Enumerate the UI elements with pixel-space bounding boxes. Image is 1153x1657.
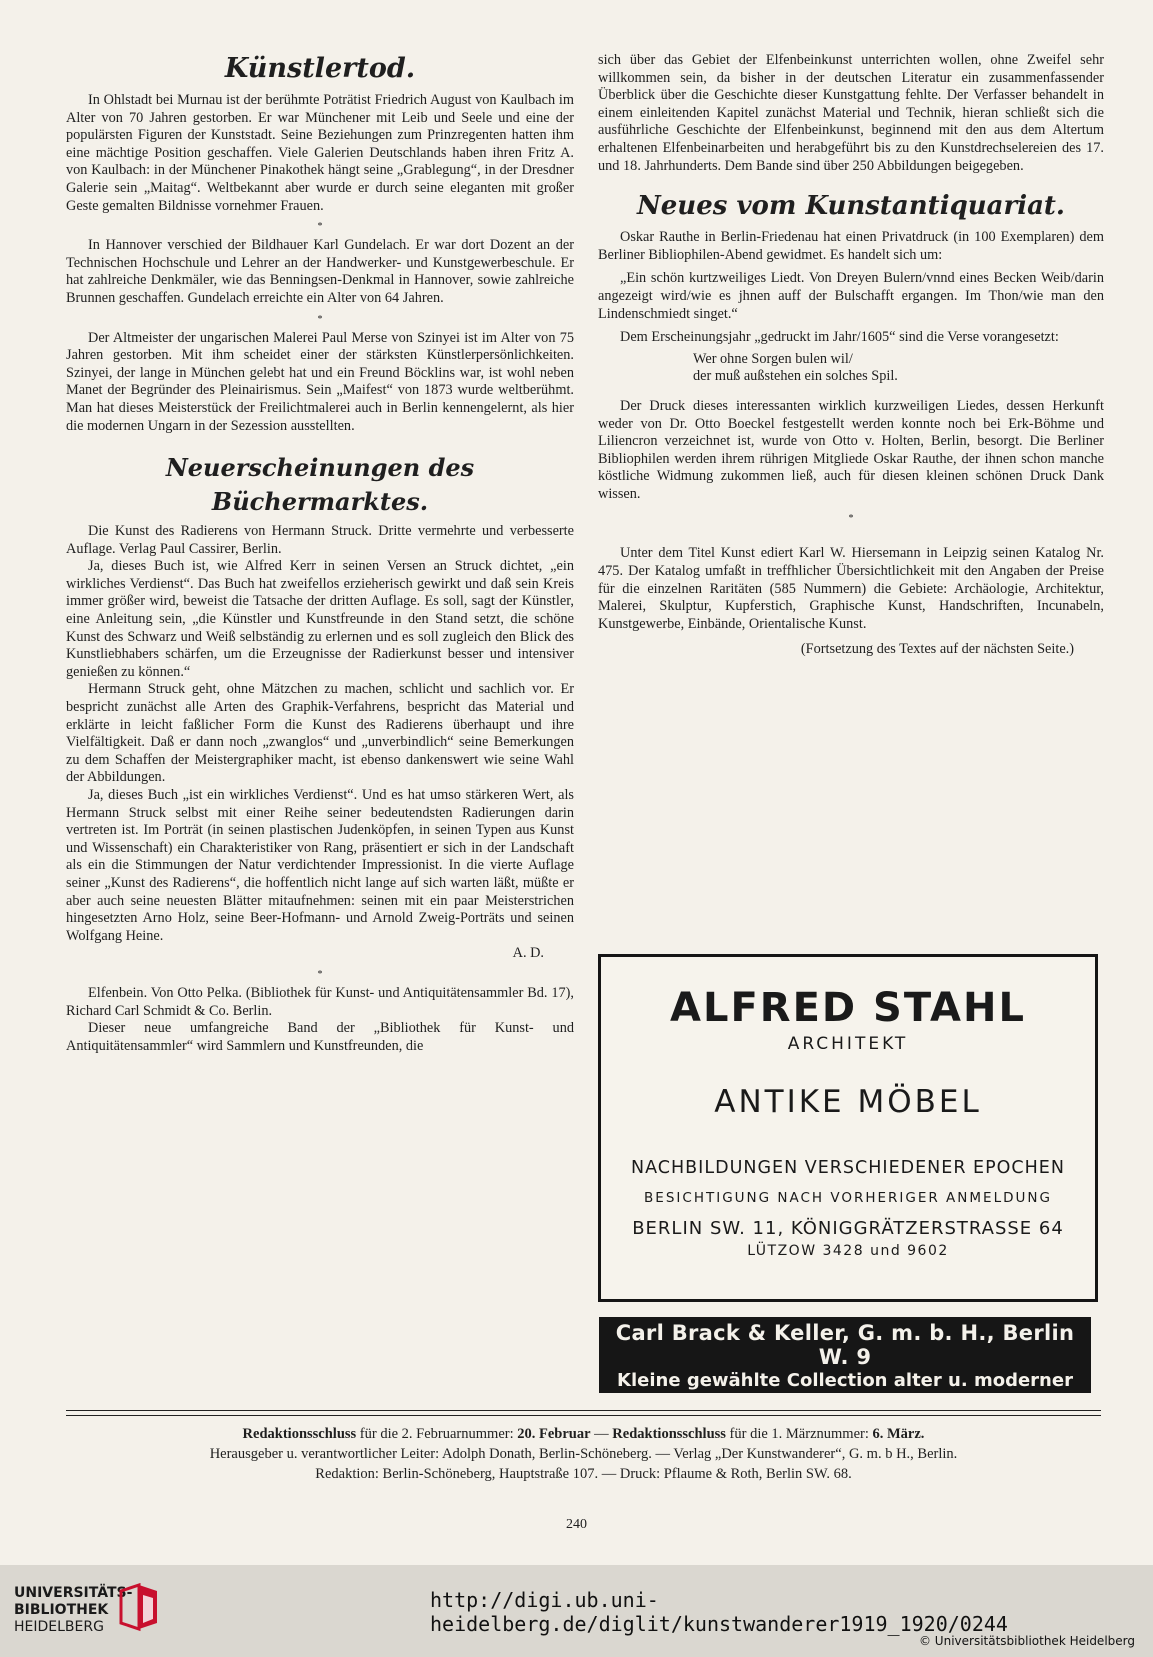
paragraph-szinyei: Der Altmeister der ungarischen Malerei Paul Merse von Szinyei ist im Alter von 75 Jahren gestorben. Mit ihm scheidet einer der stärksten Künstlerpersönlichkeiten. Szinyei, der lange in München gelebt hat und ein Freund Böcklins war, ist wohl neben Manet der Begründer des Pleinairismus. Sein „Maifest“ von 1873 wurde weltberühmt. Man hat dieses Meisterstück der Freilichtmalerei auch in Berlin kennengelernt, als hier die modernen Ungarn in der Sezession ausstellten. [66, 329, 574, 434]
signature: A. D. [512, 945, 544, 962]
library-name-line: BIBLIOTHEK [14, 1602, 109, 1618]
paragraph-kaulbach: In Ohlstadt bei Murnau ist der berühmte Poträtist Friedrich August von Kaulbach im Alter von 70 Jahren gestorben. Er war Münchener mit Leib und Seele und eine der populärsten Figuren der Kunststadt. Seine Beziehungen zum Prinzregenten hatten ihm eine mächtige Position geschaffen. Viele Galerien Deutschlands haben ihren Fritz A. von Kaulbach: in der Münchener Pinakothek hängt seine „Grablegung“, in der Dresdner Galerie sein „Maitag“. Weltbekannt aber wurde er durch seine eleganten mit großer Geste gemalten Bildnisse vornehmer Frauen. [66, 92, 574, 214]
left-column [66, 52, 574, 1055]
imprint-footer [66, 1424, 1101, 1484]
verse-block [598, 351, 1104, 386]
ad-brack-collection: Kleine gewählte Collection alter u. moderner Meister [617, 1370, 1073, 1412]
ad-brack-name: Carl Brack & Keller, G. m. b. H., Berlin W. 9 [615, 1321, 1075, 1369]
library-logo-text [14, 1585, 132, 1636]
imprint-publisher: Herausgeber u. verantwortlicher Leiter: Adolph Donath, Berlin-Schöneberg. — Verlag „Der Kunstwanderer“, G. m. b H., Berlin. [209, 1446, 958, 1462]
copyright-notice: © Universitätsbibliothek Heidelberg [918, 1634, 1135, 1648]
footer-rule [66, 1410, 1101, 1411]
paragraph-elfenbein-1: Dieser neue umfangreiche Band der „Bibliothek für Kunst- und Antiquitätensammler“ wird Sammlern und Kunstfreunden, die [66, 1020, 574, 1054]
paragraph-gundelach: In Hannover verschied der Bildhauer Karl Gundelach. Er war dort Dozent an der Technischen Hochschule und Lehrer an der Handwerker- und Kunstgewerbeschule. Er hat zahlreiche Denkmäler, wie das Benningsen-Denkmal in Hannover, sowie zahlreiche Brunnen geschaffen. Gundelach erreichte ein Alter von 64 Jahren. [66, 237, 574, 306]
verse-line-2: der muß außstehen ein solches Spil. [693, 368, 898, 385]
paragraph-elfenbein-title: Elfenbein. Von Otto Pelka. (Bibliothek für Kunst- und Antiquitätensammler Bd. 17), Richard Carl Schmidt & Co. Berlin. [66, 984, 574, 1019]
heading-neuerscheinungen: Neuerscheinungen des Büchermarktes. [165, 453, 475, 517]
ad-address: BERLIN SW. 11, KÖNIGGRÄTZERSTRASSE 64 [632, 1218, 1064, 1239]
ad-line-besichtigung: BESICHTIGUNG NACH VORHERIGER ANMELDUNG [644, 1190, 1052, 1206]
paragraph-struck-3: Ja, dieses Buch „ist ein wirkliches Verdienst“. Und es hat umso stärkeren Wert, als Hermann Struck selbst mit einer Reihe seiner bedeutendsten Radierungen darin vertreten ist. Im Porträt (in seinen plastischen Judenköpfen, in seinen Typen aus Kunst und Wissenschaft) ein Charakteristiker von Rang, präsentiert er sich in der Landschaft als ein die Stimmungen der Natur verdichtender Impressionist. In die vierte Auflage seiner „Kunst des Radierens“, die hoffentlich nicht lange auf sich warten läßt, müßte er aber auch seine neuesten Blätter mitaufnehmen: seinen mit ein paar Meisterstrichen hingesetzten Arno Holz, seine Beer-Hofmann- und Arnold Zweig-Porträts und seinen Wolfgang Heine. [66, 787, 574, 944]
deadline-text: für die 1. Märznummer: [729, 1426, 869, 1442]
right-column [598, 52, 1104, 659]
separator-star: * [848, 513, 854, 525]
page-number: 240 [566, 1517, 587, 1532]
footer-rule [66, 1415, 1101, 1416]
ad-role: ARCHITEKT [787, 1034, 909, 1054]
heading-kunstantiquariat: Neues vom Kunstantiquariat. [637, 191, 1065, 222]
ad-brack-ankauf: Ankauf [609, 1414, 665, 1430]
paragraph-struck-2: Hermann Struck geht, ohne Mätzchen zu machen, schlicht und sachlich vor. Er bespricht zunächst alle Arten des Graphik-Verfahrens, bespricht das Material und erklärte in leicht faßlicher Form die Kunst des Radierens überhaupt und ihre Vielfältigkeit. Daß er dann noch „zwanglos“ und „unverbindlich“ seine Bemerkungen zu dem Schaffen der Meistergraphiker macht, ist ebenso dankenswert wie seine Wahl der Abbildungen. [66, 681, 574, 786]
paragraph-struck-title: Die Kunst des Radierens von Hermann Struck. Dritte vermehrte und verbesserte Auflage. Verlag Paul Cassirer, Berlin. [66, 523, 574, 557]
library-name-line: UNIVERSITÄTS- [14, 1585, 133, 1601]
ad-brack-angebote: Angebote erbeten [770, 1414, 914, 1430]
separator-star: * [317, 968, 323, 980]
advertisement-alfred-stahl [598, 954, 1098, 1302]
advertisement-brack-keller [599, 1317, 1091, 1430]
continuation-note: (Fortsetzung des Textes auf der nächsten Seite.) [800, 641, 1074, 658]
separator-star: * [317, 221, 323, 233]
paragraph-elfenbein-2: sich über das Gebiet der Elfenbeinkunst unterrichten wollen, ohne Zweifel sehr willkommen sein, da bisher in der deutschen Literatur ein zusammenfassender Überblick über die Geschichte dieser Kunstgattung fehlte. Der Verfasser behandelt in einem einleitenden Kapitel zunächst Material und Technik, hieran schließt sich die ausführliche Geschichte der Elfenbeinkunst, beginnend mit den aus dem Altertum erhaltenen Elfenbeinarbeiten und herabgeführt bis zu den Kunstdrechselereien des 17. und 18. Jahrhunderts. Dem Bande sind über 250 Abbildungen beigegeben. [598, 52, 1104, 174]
ad-headline: ANTIKE MÖBEL [714, 1084, 982, 1120]
ad-company-name: ALFRED STAHL [670, 985, 1026, 1031]
paragraph-hiersemann: Unter dem Titel Kunst ediert Karl W. Hiersemann in Leipzig seinen Katalog Nr. 475. Der Katalog umfaßt in treffhlicher Übersichtlichkeit mit den Angaben der Preise für die einzelnen Raritäten (585 Nummern) die Gebiete: Archäologie, Architektur, Malerei, Skulptur, Kupferstich, Graphische Kunst, Handschriften, Incunabeln, Kunstgewerbe, Einbände, Orientalische Kunst. [598, 545, 1104, 632]
deadline-label: Redaktionsschluss [242, 1426, 357, 1442]
deadline-label: Redaktionsschluss [612, 1426, 726, 1442]
ad-brack-verkauf: Verkauf [1019, 1414, 1081, 1430]
deadline-date: 20. Februar [517, 1426, 591, 1442]
paragraph-liedt: „Ein schön kurtzweiliges Liedt. Von Dreyen Bulern/vnnd eines Becken Weib/darin angezeigt wird/wie es jhnen auff der Bulschafft ergangen. Im Thon/wie man den Lindenschmiedt singet.“ [598, 270, 1104, 322]
ad-line-nachbildungen: NACHBILDUNGEN VERSCHIEDENER EPOCHEN [631, 1158, 1065, 1178]
paragraph-struck-1: Ja, dieses Buch ist, wie Alfred Kerr in seinen Versen an Struck dichtet, „ein wirkliches Verdienst“. Das Buch hat zweifellos erzieherisch gewirkt und daß sein Kreis immer größer wird, beweist die Tatsache der dritten Auflage. Es soll, sagt der Künstler, eine Anleitung sein, „die Künstler und Kunstfreunde in den Stand setzt, die schöne Kunst des Schwarz und Weiß selbständig zu erlernen und es soll zugleich den Blick des Kunstliebhabers schärfen, um die Erzeugnisse der Radierkunst besser und intensiver genießen zu können.“ [66, 558, 574, 680]
paragraph-rauthe: Oskar Rauthe in Berlin-Friedenau hat einen Privatdruck (in 100 Exemplaren) dem Berliner Bibliophilen-Abend gewidmet. Es handelt sich um: [598, 229, 1104, 263]
imprint-deadlines [66, 1424, 1101, 1444]
ad-phone: LÜTZOW 3428 und 9602 [747, 1243, 949, 1259]
deadline-date: 6. März. [872, 1426, 925, 1442]
imprint-editorial: Redaktion: Berlin-Schöneberg, Hauptstraße 107. — Druck: Pflaume & Roth, Berlin SW. 68. [315, 1466, 852, 1482]
permalink-url[interactable]: http://digi.ub.uni-heidelberg.de/diglit/kunstwanderer1919_1920/0244 [430, 1588, 1008, 1636]
paragraph-druck: Der Druck dieses interessanten wirklich kurzweiligen Liedes, dessen Herkunft weder von Dr. Otto Boeckel festgestellt werden konnte noch bei Erk-Böhme und Liliencron verzeichnet ist, wurde von Otto v. Holten, Berlin, besorgt. Die Berliner Bibliophilen werden ihrem rührigen Mitgliede Oskar Rauthe, der ihnen schon manche köstliche Widmung zukommen ließ, auch für diesen kleinen schönen Druck Dank wissen. [598, 397, 1104, 502]
deadline-dash: — [594, 1426, 609, 1442]
verse-line-1: Wer ohne Sorgen bulen wil/ [693, 350, 853, 367]
deadline-text: für die 2. Februarnummer: [359, 1426, 514, 1442]
heading-kuenstlertod: Künstlertod. [224, 53, 416, 84]
separator-star: * [317, 313, 323, 325]
paragraph-erscheinungsjahr: Dem Erscheinungsjahr „gedruckt im Jahr/1605“ sind die Verse vorangesetzt: [620, 329, 1059, 346]
library-logo-icon [117, 1583, 161, 1633]
library-name-line: HEIDELBERG [14, 1619, 104, 1635]
